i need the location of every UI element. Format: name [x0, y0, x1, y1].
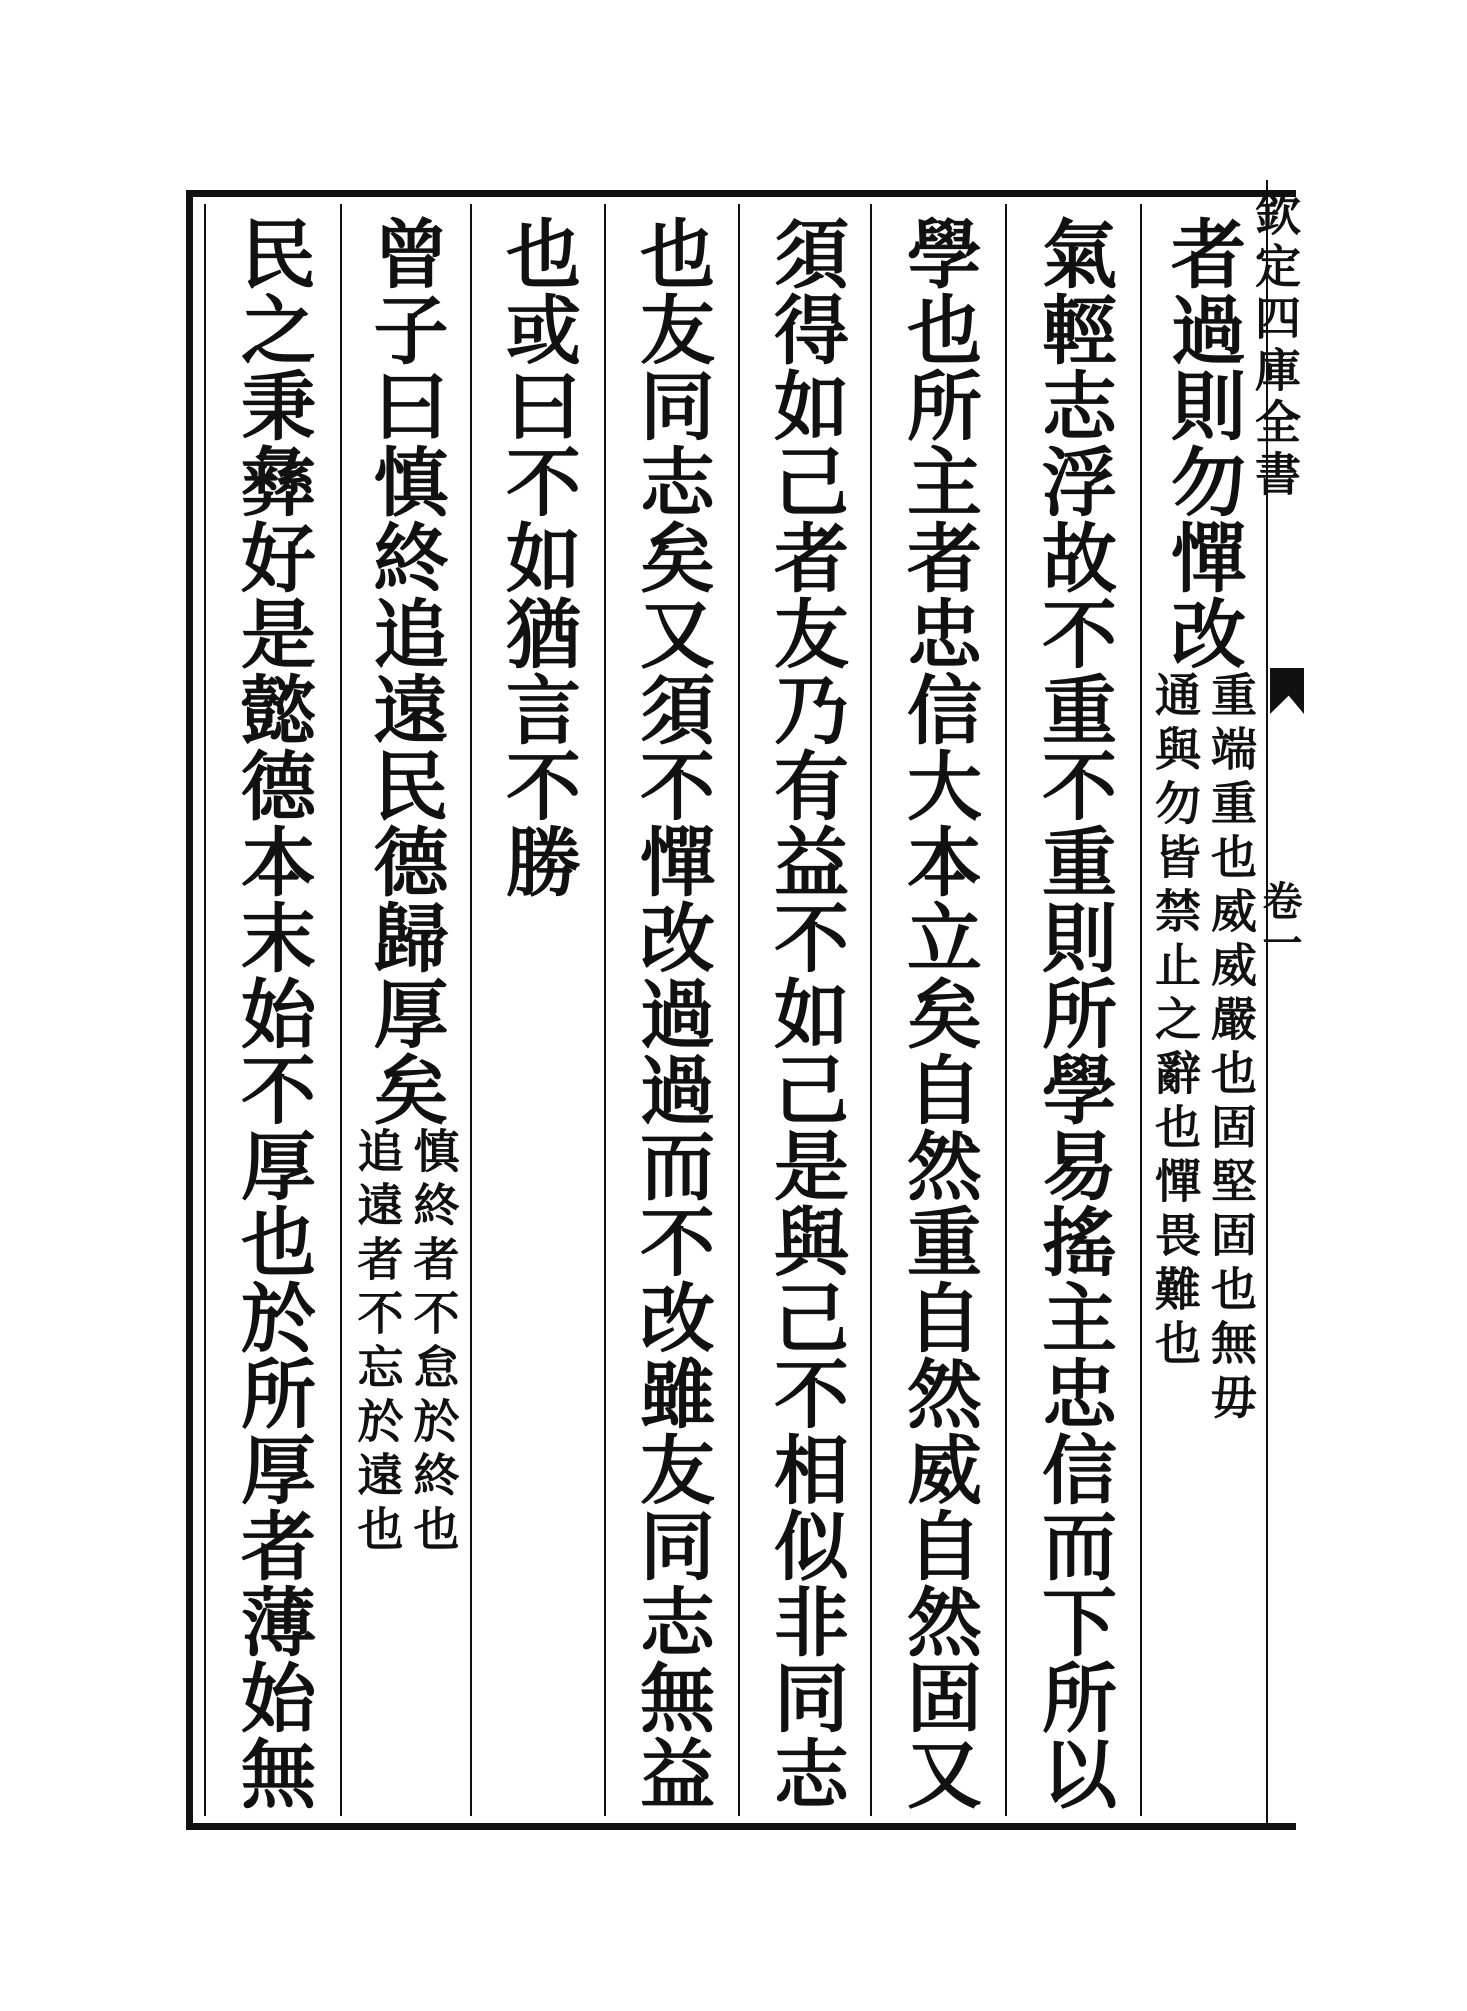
note-right: 慎終者不怠於終也 [406, 1127, 461, 1559]
main-text: 須得如己者友乃有益不如己是與己不相似非同志 [762, 215, 850, 1811]
main-text: 也或曰不如猶言不勝 [494, 215, 582, 899]
main-text: 曾子曰慎終追遠民德歸厚矣 [361, 215, 450, 1127]
column-divider [870, 204, 872, 1816]
text-column-4 [742, 215, 870, 1815]
commentary-note [352, 1127, 460, 1559]
column-divider [604, 204, 606, 1816]
main-text: 民之秉彝好是懿德本末始不厚也於所厚者薄始無 [229, 215, 317, 1811]
column-divider [340, 204, 342, 1816]
note-right: 重端重也威威嚴也固堅固也無毋 [1204, 671, 1258, 1427]
main-text: 者過則勿憚改 [1159, 215, 1247, 671]
text-column-3 [875, 215, 1003, 1815]
main-text: 氣輕志浮故不重不重則所學易搖主忠信而下所以 [1030, 215, 1118, 1811]
text-column-6 [474, 215, 602, 1815]
text-column-5 [608, 215, 736, 1815]
main-text: 也友同志矣又須不憚改過過而不改雖友同志無益 [628, 215, 716, 1811]
inner-border-rule [204, 204, 206, 1816]
text-column-8 [208, 215, 338, 1815]
note-left: 追遠者不忘於遠也 [350, 1127, 405, 1559]
book-title: 欽定四庫全書 [1248, 190, 1302, 502]
commentary-note [1149, 671, 1257, 1427]
column-divider [738, 204, 740, 1816]
main-text: 學也所主者忠信大本立矣自然重自然威自然固又 [895, 215, 983, 1811]
text-column-1 [1143, 215, 1263, 1815]
text-column-2 [1010, 215, 1138, 1815]
note-left: 通與勿皆禁止之辭也憚畏難也 [1148, 671, 1202, 1373]
column-divider [1005, 204, 1007, 1816]
volume-label: 卷一 [1256, 880, 1303, 964]
column-divider [1140, 204, 1142, 1816]
text-column-7 [343, 215, 468, 1815]
column-divider [470, 204, 472, 1816]
